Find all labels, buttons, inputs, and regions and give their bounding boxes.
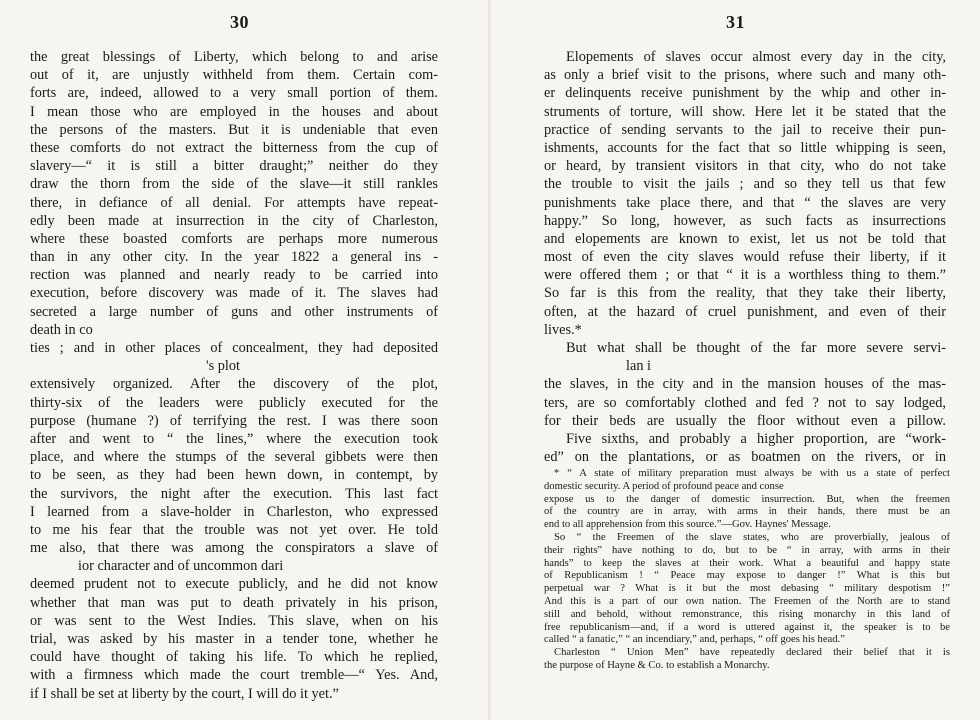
text-line: with a firmness which made the court tremble—“ Yes. And,: [30, 667, 438, 684]
text-line: often, at the hazard of cruel punishment, and even of their: [544, 303, 946, 320]
text-line: most of even the city slaves would refuse their liberty, if it: [544, 249, 946, 266]
text-line: place, and where the stumps of the several gibbets were then: [30, 449, 438, 466]
footnote-line: And this is a part of our own nation. The Freemen of the North are to stand: [544, 595, 950, 607]
text-line: than in any other city. In the year 1822 a general ins -: [30, 249, 438, 266]
text-line: after and went to “ the lines,” where the execution took: [30, 430, 438, 447]
text-line: the survivors, the night after the execution. This last fact: [30, 485, 438, 502]
text-line: I mean those who are employed in the houses and about: [30, 103, 438, 120]
text-line: ties ; and in other places of concealment, they had deposited: [30, 340, 438, 356]
text-line: to me his fear that the trouble was not yet over. He told: [30, 521, 438, 538]
footnote-line: So “ the Freemen of the slave states, who are proverbially, jealous of: [554, 531, 950, 543]
text-line-damaged: lan i: [626, 358, 652, 375]
text-line: Five sixths, and probably a higher proportion, are “work-: [566, 430, 946, 447]
page-number-right: 31: [726, 12, 745, 32]
text-line: there, in defiance of all denial. For attempts have repeat-: [30, 194, 438, 211]
footnote-line: of Republicanism ! “ Peace may expose to danger !” What is this but: [544, 570, 950, 582]
text-line-damaged: death in co: [30, 321, 93, 338]
text-line: the great blessings of Liberty, which belong to and arise: [30, 49, 438, 65]
text-line: whether that man was put to death privately in his prison,: [30, 594, 438, 611]
footnote-line: their rights” have nothing to do, but to be “ in array, with arms in their: [544, 544, 950, 556]
text-line: the trouble to visit the jails ; and so they tell us that few: [544, 176, 946, 193]
text-line: were offered them ; or that “ it is a worthless thing to them.”: [544, 267, 946, 284]
text-line: happy.” So long, however, as such facts as insurrections: [544, 212, 946, 229]
footnote-line: still and behold, without remonstrance, this rising monarchy in this land of: [544, 608, 950, 620]
text-line-last: if I shall be set at liberty by the court, I will do it yet.”: [30, 685, 339, 702]
text-line: trial, was asked by his master in a tender tone, whether he: [30, 631, 438, 647]
text-line: slavery—“ it is still a bitter draught;” neither do they: [30, 158, 438, 175]
text-line: to be seen, as they had been hewn down, in contempt, by: [30, 467, 438, 484]
text-line: ed” on the plantations, or as boatmen on the rivers, or in: [544, 449, 946, 466]
footnote-line: expose us to the danger of domestic insurrection. But, when the freemen: [544, 493, 950, 505]
text-line: or heard, by transient visitors in that city, who do not take: [544, 158, 946, 175]
text-line: purpose (humane ?) of terrifying the rest. I was there soon: [30, 412, 438, 429]
text-line: these comforts do not extract the bitterness from the cup of: [30, 139, 438, 156]
right-page: [490, 0, 980, 720]
right-page-text: [544, 48, 946, 466]
footnote-line: of the country are in array, with arms in their hands, there must be an: [544, 506, 950, 518]
text-line: deemed prudent not to execute publicly, and he did not know: [30, 576, 438, 593]
text-line: extensively organized. After the discovery of the plot,: [30, 376, 438, 393]
footnote-line: free republicanism—and, if a word is uttered against it, the speaker is to be: [544, 621, 950, 633]
footnote-line: Charleston “ Union Men” have repeatedly declared their belief that it is: [554, 647, 950, 659]
text-line: out of it, are unjustly withheld from them. Certain com-: [30, 67, 438, 84]
text-line: secreted a large number of guns and other instruments of: [30, 303, 438, 320]
text-line: thirty-six of the leaders were publicly executed for the: [30, 394, 438, 411]
footnote-line: called “ a fanatic,” “ an incendiary,” and, perhaps, “ off goes his head.”: [544, 634, 845, 646]
footnote-line: perpetual war ? What is it but the most debasing “ military despotism !”: [544, 583, 950, 595]
text-line: Elopements of slaves occur almost every day in the city,: [566, 49, 946, 65]
text-line: execution, before discovery was made of it. The slaves had: [30, 285, 438, 302]
text-line: forts are, indeed, allowed to a very small portion of them.: [30, 85, 438, 102]
page-number-left: 30: [230, 12, 249, 32]
text-line: But what shall be thought of the far more severe servi-: [566, 340, 946, 356]
text-line: punishments take place there, and that “ the slaves are very: [544, 194, 946, 211]
text-line: me also, that there was among the conspirators a slave of: [30, 540, 438, 557]
text-line: or was sent to the West Indies. This slave, when on his: [30, 612, 438, 629]
text-line: for their beds are usually the floor without even a pillow.: [544, 412, 946, 429]
text-line: could have thought of taking his life. To which he replied,: [30, 649, 438, 666]
text-line: So far is this from the reality, that they take their liberty,: [544, 285, 946, 302]
footnote-line: end to all apprehension from this source.”—Gov. Haynes' Message.: [544, 519, 831, 531]
text-line: practice of sending servants to the jail to receive their pun-: [544, 121, 946, 138]
text-line: where these boasted comforts are perhaps more numerous: [30, 230, 438, 247]
text-line: lives.*: [544, 321, 582, 338]
text-line-damaged: ior character and of uncommon dari: [78, 558, 284, 575]
text-line: as only a brief visit to the prisons, where such and many oth-: [544, 67, 946, 84]
text-line: struments of torture, will show. Here let it be stated that the: [544, 103, 946, 120]
left-page-text: [30, 48, 438, 703]
footnote-line: the purpose of Hayne & Co. to establish a Monarchy.: [544, 659, 770, 671]
text-line: and elopements are known to exist, let us not be told that: [544, 230, 946, 247]
text-line: ishments, accounts for the fact that so little whipping is seen,: [544, 139, 946, 156]
text-line: the persons of the masters. But it is undeniable that even: [30, 121, 438, 138]
text-line: er delinquents receive punishment by the whip and other in-: [544, 85, 946, 102]
text-line-damaged: 's plot: [206, 358, 240, 375]
footnote-line: hands” to keep the slaves at their work. What a beautiful and happy state: [544, 557, 950, 569]
footnote-line: domestic security. A period of profound peace and conse: [544, 480, 784, 492]
text-line: rection was planned and nearly ready to be carried into: [30, 267, 438, 284]
text-line: ters, are so comfortably clothed and fed ? not to say lodged,: [544, 394, 946, 411]
text-line: draw the thorn from the side of the slave—it still rankles: [30, 176, 438, 193]
text-line: edly been made at insurrection in the city of Charleston,: [30, 212, 438, 229]
footnote: [544, 468, 950, 673]
text-line: the slaves, in the city and in the mansion houses of the mas-: [544, 376, 946, 393]
text-line: I learned from a slave-holder in Charleston, who expressed: [30, 503, 438, 520]
footnote-line: * “ A state of military preparation must always be with us a state of perfect: [554, 468, 950, 479]
